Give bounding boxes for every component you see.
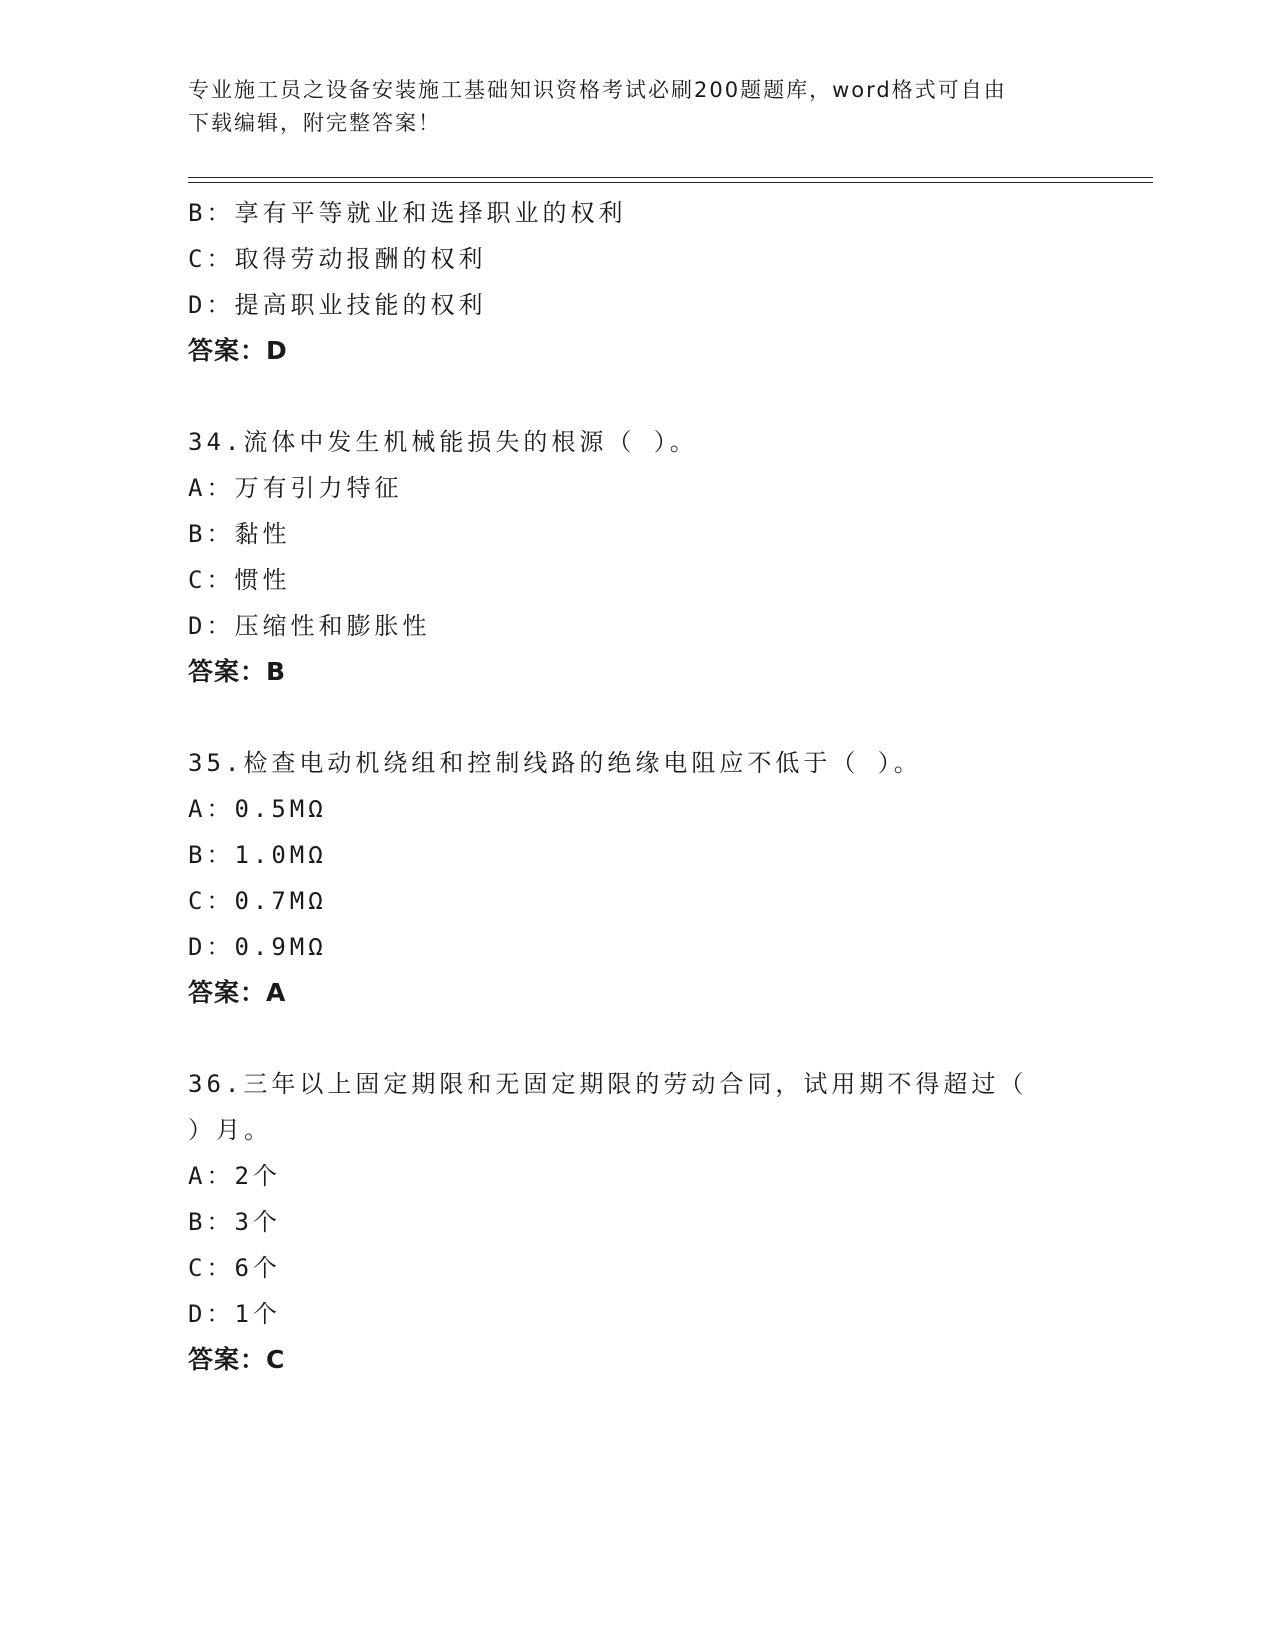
option-a: A：2个 [188,1162,281,1190]
question-spacer [188,695,1088,740]
answer-line: 答案：B [188,657,287,686]
question-33-continued [188,190,1088,374]
header-line-2: 下载编辑，附完整答案！ [188,111,441,135]
answer-line: 答案：A [188,978,287,1007]
option-d: D：提高职业技能的权利 [188,291,487,319]
option-b: B：3个 [188,1208,281,1236]
header-line-1: 专业施工员之设备安装施工基础知识资格考试必刷200题题库，word格式可自由 [188,78,1007,102]
option-c: C：取得劳动报酬的权利 [188,245,487,273]
question-spacer [188,374,1088,419]
option-a: A：万有引力特征 [188,474,403,502]
question-34 [188,419,1088,695]
option-d: D：1个 [188,1300,281,1328]
option-c: C：0.7MΩ [188,887,327,915]
question-36 [188,1061,1088,1383]
question-stem: 35.检查电动机绕组和控制线路的绝缘电阻应不低于（ ）。 [188,749,922,777]
answer-line: 答案：C [188,1345,286,1374]
option-a: A：0.5MΩ [188,795,327,823]
question-stem-continued: ）月。 [188,1116,272,1144]
option-d: D：压缩性和膨胀性 [188,612,431,640]
option-b: B：1.0MΩ [188,841,327,869]
question-stem: 34.流体中发生机械能损失的根源（ ）。 [188,428,698,456]
option-b: B：享有平等就业和选择职业的权利 [188,199,627,227]
answer-line: 答案：D [188,336,288,365]
question-35 [188,740,1088,1016]
option-c: C：6个 [188,1254,281,1282]
option-d: D：0.9MΩ [188,933,327,961]
question-spacer [188,1016,1088,1061]
option-b: B：黏性 [188,520,291,548]
option-c: C：惯性 [188,566,291,594]
question-list [188,190,1088,1383]
header-divider-top [188,177,1153,178]
question-stem: 36.三年以上固定期限和无固定期限的劳动合同，试用期不得超过（ [188,1070,1028,1098]
header-divider-bottom [188,182,1153,183]
document-header [188,74,1088,140]
